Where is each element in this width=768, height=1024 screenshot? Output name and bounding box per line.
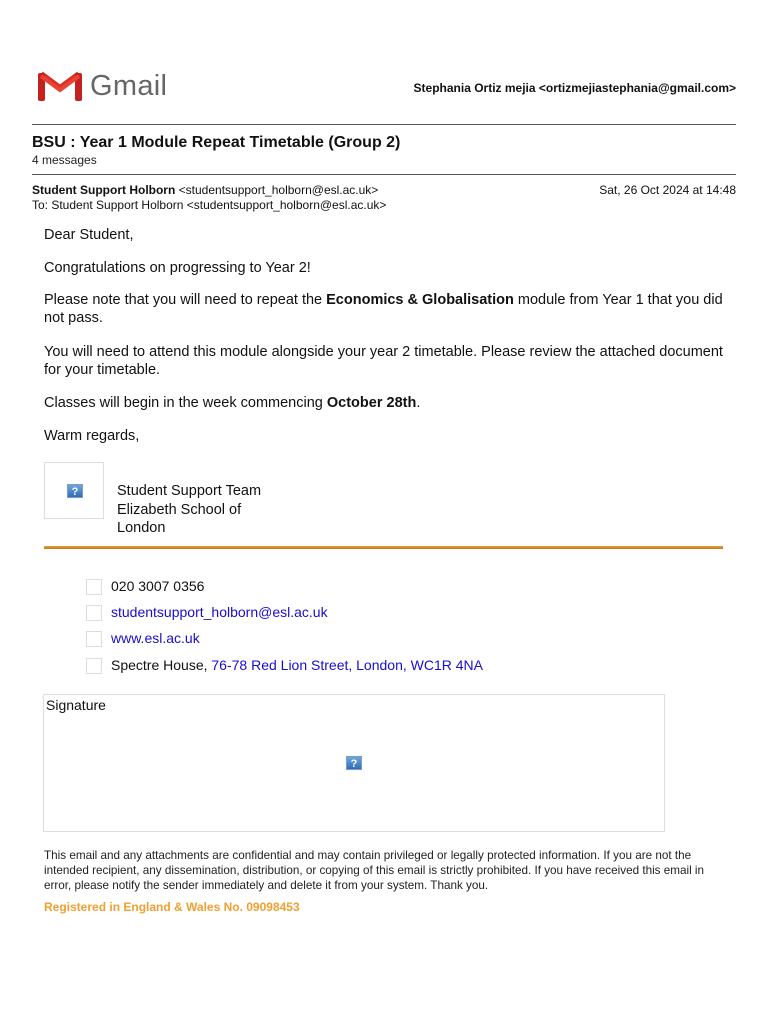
address-label: Spectre House,: [111, 657, 212, 673]
email-icon: [86, 605, 102, 621]
contact-email-link[interactable]: studentsupport_holborn@esl.ac.uk: [111, 604, 328, 620]
gmail-logo-icon: [38, 70, 82, 107]
address-link[interactable]: 76-78 Red Lion Street, London, WC1R 4NA: [211, 657, 483, 673]
greeting: Dear Student,: [44, 227, 134, 243]
congrats-paragraph: Congratulations on progressing to Year 2!: [44, 260, 311, 276]
account-identity: Stephania Ortiz mejia <ortizmejiastephania@gmail.com>: [413, 81, 736, 95]
signature-label: Signature: [46, 697, 106, 713]
repeat-module-name: Economics & Globalisation: [326, 292, 514, 308]
repeat-text-post: module from Year 1 that you did not pass.: [44, 292, 723, 326]
classes-start-date: October 28th: [326, 395, 417, 411]
thread-subject: BSU : Year 1 Module Repeat Timetable (Group 2): [32, 134, 401, 151]
signature-team: [117, 482, 261, 538]
confidentiality-disclaimer: This email and any attachments are confidential and may contain privileged or legally protected information. If you are not the intended recipient, any dissemination, distribution, or copying of this email is strictly prohibited. If you have received this email in error, please notify the sender immediately and delete it from your system. Thank you.: [44, 849, 705, 892]
location-icon: [86, 658, 102, 674]
recipient-line: To: Student Support Holborn <studentsupport_holborn@esl.ac.uk>: [32, 198, 387, 212]
header-divider: [32, 124, 736, 125]
subject-divider: [32, 174, 736, 175]
message-count: 4 messages: [32, 153, 97, 167]
repeat-paragraph: [44, 291, 724, 327]
classes-text-pre: Classes will begin in the week commencing: [44, 395, 327, 411]
website-icon: [86, 631, 102, 647]
classes-paragraph: [44, 394, 724, 412]
sender-name: Student Support Holborn: [32, 183, 176, 197]
broken-image-icon: ?: [346, 756, 362, 770]
company-registration: Registered in England & Wales No. 09098453: [44, 900, 300, 914]
signature-divider: [44, 546, 723, 549]
message-date: Sat, 26 Oct 2024 at 14:48: [599, 183, 736, 197]
sender-email: <studentsupport_holborn@esl.ac.uk>: [178, 183, 379, 197]
closing: Warm regards,: [44, 428, 140, 444]
signature-logo-placeholder: [44, 462, 104, 519]
attend-paragraph: You will need to attend this module alongside your year 2 timetable. Please review the attached document for your timetable.: [44, 344, 723, 378]
sender-line: [32, 183, 378, 197]
signature-team-line2: Elizabeth School of: [117, 501, 242, 518]
contact-phone: 020 3007 0356: [111, 578, 205, 594]
contact-website-link[interactable]: www.esl.ac.uk: [111, 630, 200, 646]
repeat-text-pre: Please note that you will need to repeat the: [44, 292, 327, 308]
gmail-wordmark: Gmail: [90, 70, 168, 102]
classes-text-post: .: [416, 395, 421, 411]
contact-address: [111, 657, 483, 673]
signature-team-line3: London: [117, 520, 166, 536]
signature-team-line1: Student Support Team: [117, 483, 262, 499]
phone-icon: [86, 579, 102, 595]
broken-image-icon: ?: [67, 484, 83, 498]
signature-image-box: [43, 694, 665, 832]
